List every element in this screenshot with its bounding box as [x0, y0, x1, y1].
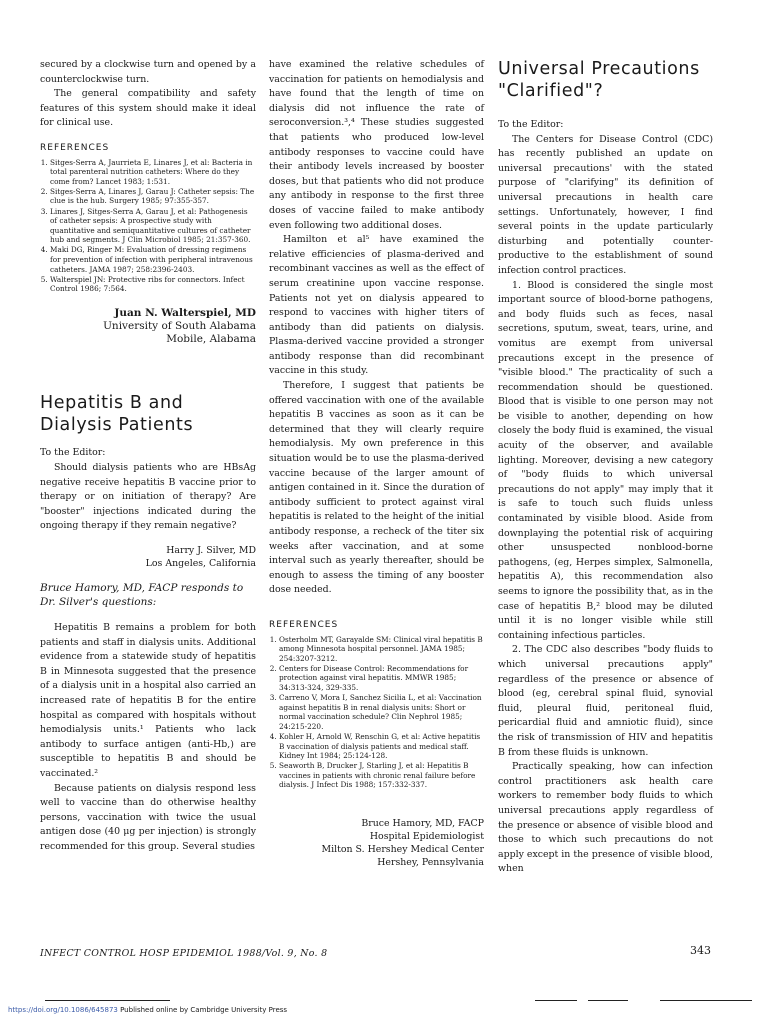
column-left [40, 58, 256, 855]
references-list [40, 158, 256, 294]
signature-location: Mobile, Alabama [166, 333, 256, 346]
question-signature-name: Harry J. Silver, MD [166, 545, 256, 557]
journal-footer: INFECT CONTROL HOSP EPIDEMIOL 1988/Vol. 9, No. 8 [40, 948, 328, 959]
body-paragraph: Hamilton et al⁵ have examined the relative efficiencies of plasma-derived and recombinant vaccines as well as the effect of serum creatinine upon vaccine response. Patients not yet on dialysis appeared to respond to vaccines with higher titers of antibody than did patients on dialysis. Plasma-derived vaccine provided a stronger antibody response than did recombinant vaccine in this study. [269, 234, 484, 377]
to-editor: To the Editor: [498, 119, 564, 130]
reference-item: 2. Sitges-Serra A, Linares J, Garau J: Catheter sepsis: The clue is the hub. Surgery 1985; 97:355-357. [50, 187, 256, 206]
response-signature-name: Bruce Hamory, MD, FACP [361, 817, 484, 829]
body-paragraph: 1. Blood is considered the single most important source of blood-borne pathogens, and body fluids such as feces, nasal secretions, sputum, sweat, tears, urine, and vomitus are exempt from universal precautions except in the presence of "visible blood." The practicality of such a recommendation should be questioned. Blood that is visible to one person may not be visible to another, depending on how closely the body fluid is examined, the visual acuity of the observer, and available lighting. Moreover, devising a new category of "body fluids to which universal precautions do not apply" may imply that it is safe to touch such fluids unless contaminated by visible blood. Aside from downplaying the potential risk of acquiring other unsuspected nonblood-borne pathogens, (eg, Herpes simplex, Salmonella, hepatitis A), this recommendation also seems to ignore the possibility that, as in the case of hepatitis B,² blood may be diluted until it is no longer visible while still containing infectious particles. [498, 279, 713, 641]
article-heading: Hepatitis B and Dialysis Patients [40, 393, 194, 436]
to-editor: To the Editor: [40, 447, 106, 459]
body-paragraph: have examined the relative schedules of vaccination for patients on hemodialysis and have found that the length of time on dialysis did not influence the rate of seroconversion.³,⁴ These studies suggested that patients who produced low-level antibody responses to vaccine could have their antibody levels increased by booster doses, but that patients who did not produce any antibody in response to the first three doses of vaccine failed to make antibody even following two additional doses. [269, 59, 484, 231]
signature-affiliation: University of South Alabama [103, 320, 256, 333]
response-paragraph: Because patients on dialysis respond less well to vaccine than do otherwise healthy persons, vaccination with twice the usual antigen dose (40 μg per injection) is strongly recommended for this group. Several studies [40, 782, 256, 852]
reference-item: 4. Maki DG, Ringer M: Evaluation of dressing regimens for prevention of infection with peripheral intravenous catheters. JAMA 1987; 258:2396-2403. [50, 245, 256, 274]
intro-text: secured by a clockwise turn and opened by a counterclockwise turn. [40, 59, 256, 85]
footer-rule [535, 1000, 577, 1001]
article-heading: Universal Precautions "Clarified"? [498, 59, 700, 101]
reference-item: 5. Walterspiel JN: Protective ribs for connectors. Infect Control 1986; 7:564. [50, 275, 256, 294]
column-right [498, 58, 713, 877]
reference-item: 2. Centers for Disease Control: Recommendations for protection against viral hepatitis. MMWR 1985; 34:313-324, 329-335. [279, 664, 484, 693]
response-paragraph: Hepatitis B remains a problem for both patients and staff in dialysis units. Additional evidence from a statewide study of hepatitis B in Minnesota suggested that the presence of a dialysis unit in a hospital also carried an increased rate of hepatitis B for the entire hospital as compared with hospitals without hemodialysis units.¹ Patients who lack antibody to surface antigen (anti-Hb,) are susceptible to hepatitis B and should be vaccinated.² [40, 622, 256, 779]
footer-rule [588, 1000, 628, 1001]
reference-item: 3. Linares J, Sitges-Serra A, Garau J, et al: Pathogenesis of catheter sepsis: A prospective study with quantitative and semiquantitative cultures of catheter hub and segments. J Clin Microbiol 1985; 21:357-360. [50, 207, 256, 245]
response-signature-institution: Milton S. Hershey Medical Center [321, 843, 484, 855]
body-paragraph: 2. The CDC also describes "body fluids to which universal precautions apply" regardless of the presence or absence of blood (eg, cerebral spinal fluid, synovial fluid, pleural fluid, peritoneal fluid, pericardial fluid and amniotic fluid), since the risk of transmission of HIV and hepatitis B from these fluids is unknown. [498, 644, 713, 758]
intro-paragraph: The general compatibility and safety features of this system should make it ideal for clinical use. [40, 88, 256, 129]
references-title: REFERENCES [40, 142, 110, 153]
reference-item: 1. Sitges-Serra A, Jaurrieta E, Linares J, et al: Bacteria in total parenteral nutrition catheters: Where do they come from? Lancet 1983; 1:531. [50, 158, 256, 187]
page-number: 343 [690, 944, 711, 957]
column-middle [269, 58, 484, 869]
reference-item: 1. Osterholm MT, Garayalde SM: Clinical viral hepatitis B among Minnesota hospital personnel. JAMA 1985; 254:3207-3212. [279, 635, 484, 664]
response-signature-title: Hospital Epidemiologist [369, 830, 484, 842]
body-paragraph: Practically speaking, how can infection control practitioners ask health care workers to remember body fluids to which universal precautions apply regardless of the presence or absence of visible blood and those to which such precautions do not apply except in the presence of visible blood, when [498, 761, 713, 875]
reference-item: 4. Kohler H, Arnold W, Renschin G, et al: Active hepatitis B vaccination of dialysis patients and medical staff. Kidney Int 1984; 25:124-128. [279, 732, 484, 761]
reference-item: 5. Seaworth B, Drucker J, Starling J, et al: Hepatitis B vaccines in patients with chronic renal failure before dialysis. J Infect Dis 1988; 157:332-337. [279, 761, 484, 790]
references-title: REFERENCES [269, 619, 339, 630]
responds-line: Bruce Hamory, MD, FACP responds to Dr. Silver's questions: [40, 582, 244, 608]
signature-name: Juan N. Walterspiel, MD [114, 306, 256, 319]
body-paragraph: The Centers for Disease Control (CDC) has recently published an update on universal precautions' with the stated purpose of "clarifying" its definition of universal precautions in health care settings. Unfortunately, however, I find several points in the update particularly disturbing and potentially counter-productive to the establishment of sound infection control practices. [498, 133, 713, 276]
references-list [269, 635, 484, 791]
doi-bar [8, 1006, 287, 1014]
doi-suffix: Published online by Cambridge University Press [117, 1006, 288, 1014]
question-signature-place: Los Angeles, California [145, 558, 256, 570]
question-paragraph: Should dialysis patients who are HBsAg negative receive hepatitis B vaccine prior to therapy or on initiation of therapy? Are "booster" injections indicated during the ongoing therapy if they remain negative? [40, 462, 256, 532]
footer-rule [45, 1000, 170, 1001]
body-paragraph: Therefore, I suggest that patients be offered vaccination with one of the available hepatitis B vaccines as soon as it can be determined that they will clearly require hemodialysis. My own preference in this situation would be to use the plasma-derived vaccine because of the larger amount of antigen contained in it. Since the duration of antibody sufficient to protect against viral hepatitis is related to the height of the initial antibody response, a recheck of the titer six weeks after vaccination, and at some interval such as yearly thereafter, should be enough to assess the timing of any booster dose needed. [269, 380, 484, 596]
response-signature-location: Hershey, Pennsylvania [377, 856, 484, 868]
footer-rule [660, 1000, 752, 1001]
reference-item: 3. Carreno V, Mora I, Sanchez Sicilia L, et al: Vaccination against hepatitis B in renal dialysis units: Short or normal vaccination schedule? Clin Nephrol 1985; 24:215-220. [279, 693, 484, 731]
doi-link[interactable]: https://doi.org/10.1086/645873 [8, 1006, 118, 1014]
